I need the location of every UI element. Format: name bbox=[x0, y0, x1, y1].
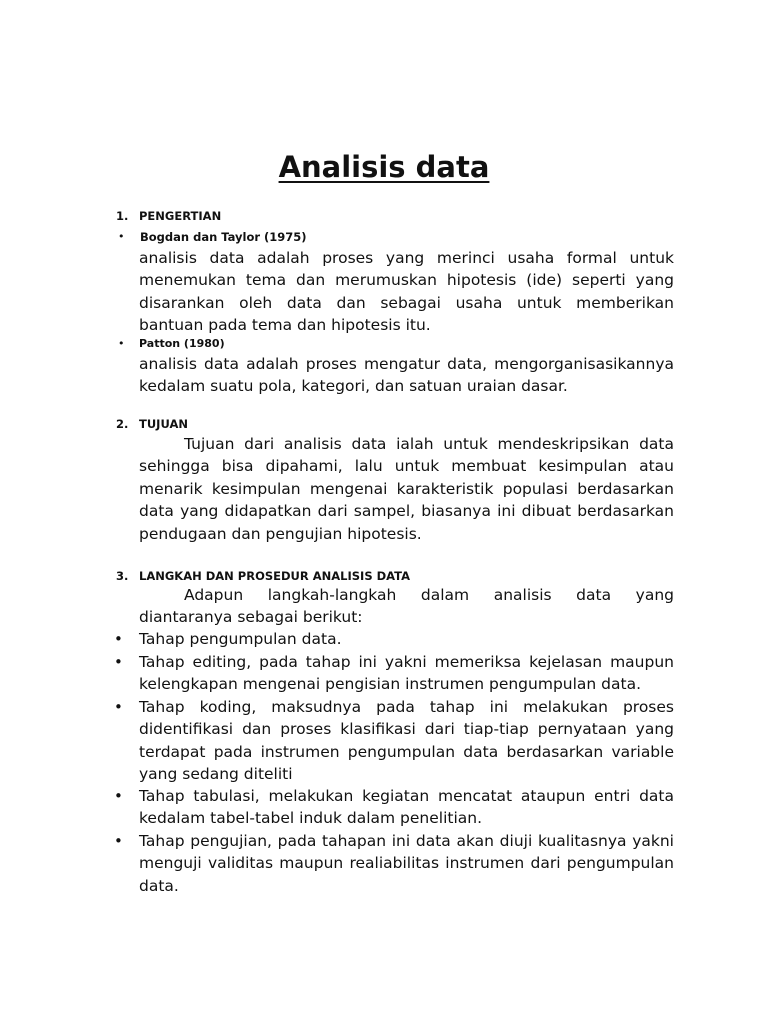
source-2-text: analisis data adalah proses mengatur data, mengorganisasikannya kedalam suatu pola, kategori, dan satuan uraian dasar. bbox=[139, 355, 674, 396]
section-3-number: 3. bbox=[116, 569, 129, 583]
bullet-icon: • bbox=[114, 653, 123, 671]
step-item: Tahap pengumpulan data. bbox=[139, 630, 342, 648]
bullet-icon: • bbox=[118, 230, 125, 243]
bullet-icon: • bbox=[114, 698, 123, 716]
source-1-name: Bogdan dan Taylor (1975) bbox=[140, 230, 307, 244]
step-item: Tahap pengujian, pada tahapan ini data akan diuji kualitasnya yakni menguji validitas maupun realiabilitas instrumen dari pengumpulan data. bbox=[139, 832, 674, 895]
bullet-icon: • bbox=[114, 787, 123, 805]
bullet-icon: • bbox=[114, 630, 123, 648]
section-2-number: 2. bbox=[116, 417, 129, 431]
page-title: Analisis data bbox=[278, 150, 490, 184]
step-item: Tahap tabulasi, melakukan kegiatan mencatat ataupun entri data kedalam tabel-tabel induk dalam penelitian. bbox=[139, 787, 674, 828]
bullet-icon: • bbox=[114, 832, 123, 850]
step-item: Tahap editing, pada tahap ini yakni memeriksa kejelasan maupun kelengkapan mengenai pengisian instrumen pengumpulan data. bbox=[139, 653, 674, 694]
source-2-name: Patton (1980) bbox=[139, 337, 225, 350]
section-1-heading: PENGERTIAN bbox=[139, 209, 222, 223]
section-3-intro: Adapun langkah-langkah dalam analisis data yang diantaranya sebagai berikut: bbox=[139, 586, 674, 627]
section-3-heading: LANGKAH DAN PROSEDUR ANALISIS DATA bbox=[139, 569, 411, 583]
section-1-number: 1. bbox=[116, 209, 129, 223]
source-1-text: analisis data adalah proses yang merinci usaha formal untuk menemukan tema dan merumuskan hipotesis (ide) seperti yang disarankan oleh data dan sebagai usaha untuk memberikan bantuan pada tema dan hipotesis itu. bbox=[139, 249, 674, 335]
bullet-icon: • bbox=[118, 337, 125, 350]
section-2-heading: TUJUAN bbox=[139, 417, 188, 431]
section-2-text: Tujuan dari analisis data ialah untuk mendeskripsikan data sehingga bisa dipahami, lalu untuk membuat kesimpulan atau menarik kesimpulan mengenai karakteristik populasi berdasarkan data yang didapatkan dari sampel, biasanya ini dibuat berdasarkan pendugaan dan pengujian hipotesis. bbox=[139, 435, 674, 543]
step-item: Tahap koding, maksudnya pada tahap ini melakukan proses didentifikasi dan proses klasifikasi dari tiap-tiap pernyataan yang terdapat pada instrumen pengumpulan data berdasarkan variable yang sedang diteliti bbox=[139, 698, 674, 784]
